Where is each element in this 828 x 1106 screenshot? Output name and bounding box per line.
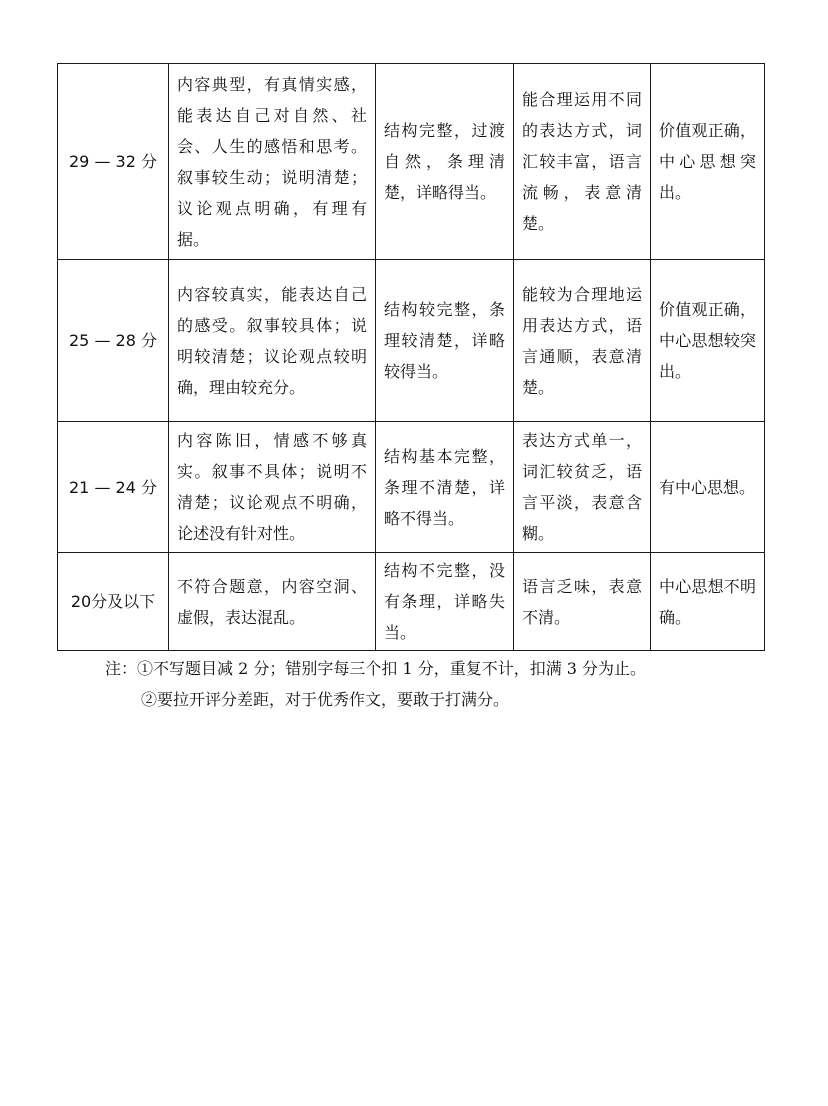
- structure-criteria-cell: 结构较完整，条理较清楚，详略较得当。: [376, 260, 514, 422]
- theme-criteria-cell: 中心思想不明确。: [651, 553, 765, 651]
- table-row: [58, 422, 765, 553]
- score-range-cell: 21 — 24 分: [58, 422, 169, 553]
- language-criteria-cell: 语言乏味，表意不清。: [514, 553, 651, 651]
- note-line-1: 注：①不写题目减 2 分；错别字每三个扣 1 分，重复不计，扣满 3 分为止。: [105, 659, 647, 678]
- language-criteria-cell: 能较为合理地运用表达方式，语言通顺，表意清楚。: [514, 260, 651, 422]
- theme-criteria-cell: 价值观正确，中心思想较突出。: [651, 260, 765, 422]
- grading-rubric-table: [57, 63, 765, 651]
- content-criteria-cell: 内容较真实，能表达自己的感受。叙事较具体；说明较清楚；议论观点较明确，理由较充分。: [169, 260, 376, 422]
- language-criteria-cell: 能合理运用不同的表达方式，词汇较丰富，语言流畅，表意清楚。: [514, 64, 651, 260]
- score-range-cell: 29 — 32 分: [58, 64, 169, 260]
- score-range-cell: 20分及以下: [58, 553, 169, 651]
- structure-criteria-cell: 结构不完整，没有条理，详略失当。: [376, 553, 514, 651]
- table-row: [58, 553, 765, 651]
- score-range-cell: 25 — 28 分: [58, 260, 169, 422]
- language-criteria-cell: 表达方式单一，词汇较贫乏，语言平淡，表意含糊。: [514, 422, 651, 553]
- content-criteria-cell: 内容陈旧，情感不够真实。叙事不具体；说明不清楚；议论观点不明确，论述没有针对性。: [169, 422, 376, 553]
- content-criteria-cell: 不符合题意，内容空洞、虚假，表达混乱。: [169, 553, 376, 651]
- table-row: [58, 64, 765, 260]
- content-criteria-cell: 内容典型，有真情实感，能表达自己对自然、社会、人生的感悟和思考。叙事较生动；说明清楚；议论观点明确，有理有据。: [169, 64, 376, 260]
- theme-criteria-cell: 有中心思想。: [651, 422, 765, 553]
- scoring-notes: [57, 653, 797, 715]
- theme-criteria-cell: 价值观正确，中心思想突出。: [651, 64, 765, 260]
- structure-criteria-cell: 结构基本完整，条理不清楚，详略不得当。: [376, 422, 514, 553]
- structure-criteria-cell: 结构完整，过渡自然，条理清楚，详略得当。: [376, 64, 514, 260]
- table-row: [58, 260, 765, 422]
- note-line-2: ②要拉开评分差距，对于优秀作文，要敢于打满分。: [141, 690, 510, 709]
